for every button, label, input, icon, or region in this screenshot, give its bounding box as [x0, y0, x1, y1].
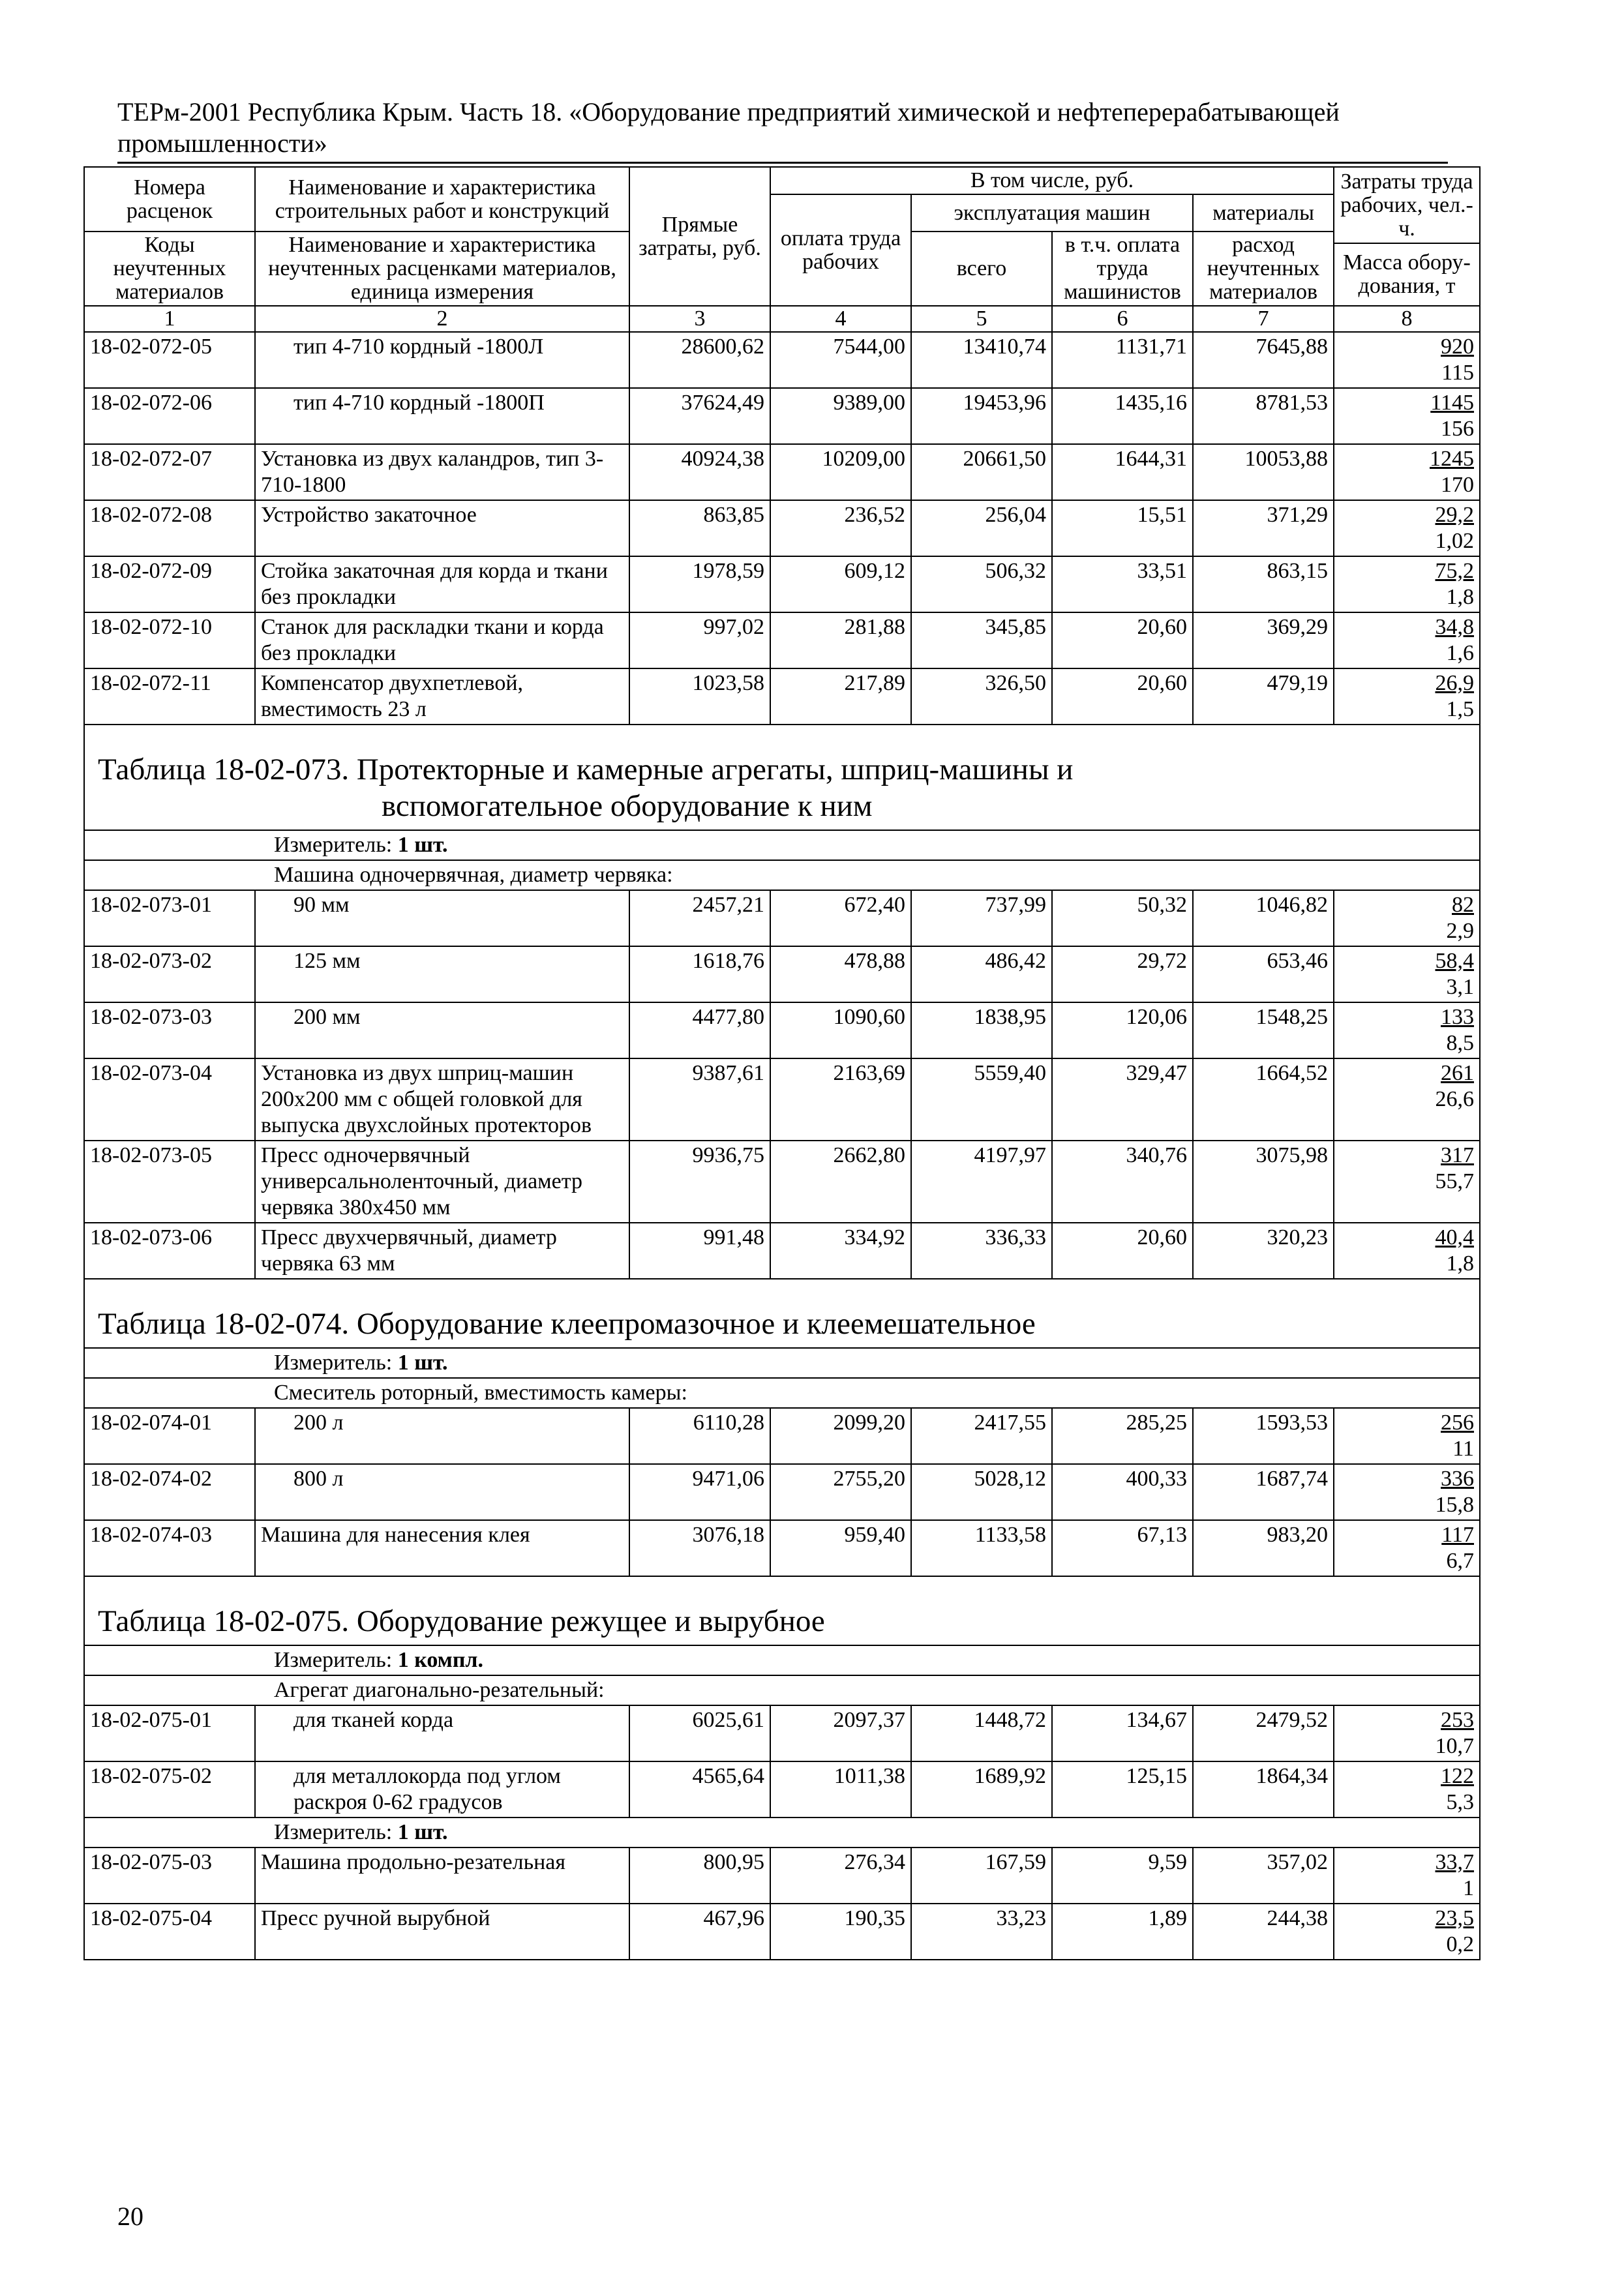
worker-wage: 236,52 [770, 500, 911, 556]
labor-mass-cell [1334, 1520, 1480, 1576]
rates-table [83, 166, 1481, 1960]
col3-header: Прямые затраты, руб. [629, 167, 770, 306]
labor-hours: 33,7 [1435, 1850, 1474, 1874]
rate-code: 18-02-072-11 [84, 668, 255, 725]
machine-cost: 345,85 [911, 612, 1052, 668]
materials-cost: 369,29 [1193, 612, 1334, 668]
labor-hours: 117 [1441, 1523, 1474, 1547]
measure-value: 1 шт. [397, 1820, 448, 1844]
table-row [84, 1223, 1480, 1279]
operator-wage: 20,60 [1052, 1223, 1193, 1279]
rate-code: 18-02-072-10 [84, 612, 255, 668]
table-row [84, 1141, 1480, 1223]
table-row [84, 1408, 1480, 1464]
direct-cost: 997,02 [629, 612, 770, 668]
operator-wage: 50,32 [1052, 890, 1193, 946]
worker-wage: 478,88 [770, 946, 911, 1002]
materials-cost: 8781,53 [1193, 388, 1334, 444]
operator-wage: 20,60 [1052, 668, 1193, 725]
page-number: 20 [117, 2202, 143, 2231]
col5-header: всего [911, 232, 1052, 306]
work-name: тип 4-710 кордный -1800Л [255, 332, 629, 388]
equipment-mass: 3,1 [1446, 975, 1474, 999]
rate-code: 18-02-073-05 [84, 1141, 255, 1223]
labor-hours: 1145 [1430, 391, 1474, 415]
worker-wage: 1090,60 [770, 1002, 911, 1058]
materials-cost: 320,23 [1193, 1223, 1334, 1279]
direct-cost: 40924,38 [629, 444, 770, 500]
table-title-line1: Таблица 18-02-075. Оборудование режущее и вырубное [98, 1604, 825, 1638]
subheading-row [84, 860, 1480, 890]
equipment-mass: 55,7 [1435, 1169, 1474, 1193]
work-name: Компенсатор двухпетлевой, вместимость 23 л [255, 668, 629, 725]
labor-mass-cell [1334, 612, 1480, 668]
equipment-mass: 10,7 [1435, 1734, 1474, 1758]
work-name: 800 л [255, 1464, 629, 1520]
machine-cost: 4197,97 [911, 1141, 1052, 1223]
operator-wage: 125,15 [1052, 1761, 1193, 1818]
machine-cost: 737,99 [911, 890, 1052, 946]
rate-code: 18-02-074-03 [84, 1520, 255, 1576]
work-name: Машина для нанесения клея [255, 1520, 629, 1576]
col8-top-header: Затраты труда рабочих, чел.-ч. [1334, 167, 1480, 243]
table-row [84, 890, 1480, 946]
direct-cost: 991,48 [629, 1223, 770, 1279]
direct-cost: 9387,61 [629, 1058, 770, 1141]
rate-code: 18-02-073-02 [84, 946, 255, 1002]
work-name: тип 4-710 кордный -1800П [255, 388, 629, 444]
equipment-mass: 156 [1441, 417, 1474, 441]
operator-wage: 9,59 [1052, 1848, 1193, 1904]
labor-hours: 40,4 [1435, 1225, 1474, 1249]
rate-code: 18-02-072-09 [84, 556, 255, 612]
rate-code: 18-02-072-06 [84, 388, 255, 444]
table-row [84, 946, 1480, 1002]
table-title [84, 1576, 1480, 1645]
labor-hours: 29,2 [1435, 503, 1474, 527]
operator-wage: 67,13 [1052, 1520, 1193, 1576]
subheading-row [84, 1378, 1480, 1408]
direct-cost: 6110,28 [629, 1408, 770, 1464]
labor-mass-cell [1334, 556, 1480, 612]
work-name: 200 л [255, 1408, 629, 1464]
worker-wage: 7544,00 [770, 332, 911, 388]
header-title-line1: ТЕРм-2001 Республика Крым. Часть 18. «Оборудование предприятий химической и нефтеперерабатывающей [117, 97, 1340, 127]
measure-value: 1 шт. [397, 833, 448, 857]
machine-cost: 13410,74 [911, 332, 1052, 388]
operator-wage: 1131,71 [1052, 332, 1193, 388]
header-title-line2: промышленности» [117, 128, 327, 158]
labor-mass-cell [1334, 1904, 1480, 1960]
materials-cost: 371,29 [1193, 500, 1334, 556]
col-number: 3 [629, 306, 770, 332]
direct-cost: 9471,06 [629, 1464, 770, 1520]
machine-cost: 5559,40 [911, 1058, 1052, 1141]
measure-label: Измеритель: [274, 833, 393, 857]
materials-cost: 1864,34 [1193, 1761, 1334, 1818]
labor-mass-cell [1334, 1408, 1480, 1464]
worker-wage: 10209,00 [770, 444, 911, 500]
measure-row [84, 1645, 1480, 1675]
operator-wage: 120,06 [1052, 1002, 1193, 1058]
machine-cost: 1133,58 [911, 1520, 1052, 1576]
labor-mass-cell [1334, 668, 1480, 725]
direct-cost: 37624,49 [629, 388, 770, 444]
direct-cost: 1023,58 [629, 668, 770, 725]
work-name: Пресс ручной вырубной [255, 1904, 629, 1960]
col-number: 8 [1334, 306, 1480, 332]
direct-cost: 1978,59 [629, 556, 770, 612]
work-name: Установка из двух каландров, тип 3-710-1800 [255, 444, 629, 500]
work-name: для тканей корда [255, 1705, 629, 1761]
direct-cost: 4477,80 [629, 1002, 770, 1058]
equipment-mass: 15,8 [1435, 1493, 1474, 1517]
operator-wage: 400,33 [1052, 1464, 1193, 1520]
page-header [117, 97, 1461, 159]
measure-label: Измеритель: [274, 1351, 393, 1375]
operator-wage: 33,51 [1052, 556, 1193, 612]
operator-wage: 1435,16 [1052, 388, 1193, 444]
materials-cost: 1548,25 [1193, 1002, 1334, 1058]
table-row [84, 1705, 1480, 1761]
machine-cost: 33,23 [911, 1904, 1052, 1960]
materials-cost: 2479,52 [1193, 1705, 1334, 1761]
col1-top-header: Номера расценок [84, 167, 255, 232]
col-number: 2 [255, 306, 629, 332]
direct-cost: 4565,64 [629, 1761, 770, 1818]
worker-wage: 2099,20 [770, 1408, 911, 1464]
machine-cost: 1448,72 [911, 1705, 1052, 1761]
labor-hours: 336 [1441, 1467, 1474, 1491]
machine-cost: 256,04 [911, 500, 1052, 556]
materials-cost: 1046,82 [1193, 890, 1334, 946]
col-number: 7 [1193, 306, 1334, 332]
table-title-row [84, 1576, 1480, 1645]
equipment-mass: 0,2 [1446, 1932, 1474, 1956]
machine-cost: 326,50 [911, 668, 1052, 725]
equipment-mass: 1 [1463, 1876, 1474, 1900]
materials-cost: 7645,88 [1193, 332, 1334, 388]
measure-unit [84, 1645, 1480, 1675]
work-name: Станок для раскладки ткани и корда без прокладки [255, 612, 629, 668]
col4-header: оплата труда рабочих [770, 194, 911, 306]
labor-hours: 23,5 [1435, 1906, 1474, 1930]
operator-wage: 15,51 [1052, 500, 1193, 556]
labor-hours: 256 [1441, 1411, 1474, 1435]
worker-wage: 2163,69 [770, 1058, 911, 1141]
table-row [84, 1761, 1480, 1818]
col7-header: расход неучтенных материалов [1193, 232, 1334, 306]
table-row [84, 1520, 1480, 1576]
subheading-row [84, 1675, 1480, 1705]
rate-code: 18-02-075-02 [84, 1761, 255, 1818]
operator-wage: 340,76 [1052, 1141, 1193, 1223]
worker-wage: 190,35 [770, 1904, 911, 1960]
materials-cost: 1593,53 [1193, 1408, 1334, 1464]
header-rule [117, 162, 1448, 164]
table-title-row [84, 725, 1480, 830]
subheading: Смеситель роторный, вместимость камеры: [84, 1378, 1480, 1408]
materials-cost: 983,20 [1193, 1520, 1334, 1576]
machine-cost: 1689,92 [911, 1761, 1052, 1818]
labor-hours: 133 [1441, 1005, 1474, 1029]
work-name: Машина продольно-резательная [255, 1848, 629, 1904]
machine-cost: 336,33 [911, 1223, 1052, 1279]
measure-unit [84, 1818, 1480, 1848]
measure-label: Измеритель: [274, 1648, 393, 1672]
labor-mass-cell [1334, 444, 1480, 500]
operator-wage: 134,67 [1052, 1705, 1193, 1761]
labor-hours: 26,9 [1435, 671, 1474, 695]
operator-wage: 20,60 [1052, 612, 1193, 668]
labor-mass-cell [1334, 1761, 1480, 1818]
table-row [84, 612, 1480, 668]
machine-cost: 5028,12 [911, 1464, 1052, 1520]
labor-mass-cell [1334, 500, 1480, 556]
equipment-mass: 11 [1452, 1437, 1474, 1461]
work-name: для металлокорда под углом раскроя 0-62 градусов [255, 1761, 629, 1818]
col-number: 5 [911, 306, 1052, 332]
labor-mass-cell [1334, 1141, 1480, 1223]
machine-cost: 1838,95 [911, 1002, 1052, 1058]
table-row [84, 388, 1480, 444]
machine-cost: 19453,96 [911, 388, 1052, 444]
worker-wage: 959,40 [770, 1520, 911, 1576]
table-row [84, 444, 1480, 500]
labor-hours: 82 [1452, 893, 1474, 917]
worker-wage: 672,40 [770, 890, 911, 946]
labor-hours: 317 [1441, 1143, 1474, 1167]
exploit-header: эксплуатация машин [911, 194, 1193, 232]
col-number: 4 [770, 306, 911, 332]
labor-mass-cell [1334, 388, 1480, 444]
rate-code: 18-02-073-03 [84, 1002, 255, 1058]
table-title [84, 1279, 1480, 1348]
equipment-mass: 8,5 [1446, 1031, 1474, 1055]
measure-value: 1 компл. [397, 1648, 484, 1672]
rate-code: 18-02-073-01 [84, 890, 255, 946]
col-number: 6 [1052, 306, 1193, 332]
direct-cost: 9936,75 [629, 1141, 770, 1223]
table-title-line1: Таблица 18-02-073. Протекторные и камерные агрегаты, шприц-машины и [98, 753, 1074, 786]
machine-cost: 20661,50 [911, 444, 1052, 500]
table-title-line2: вспомогательное оборудование к ним [382, 789, 873, 823]
materials-cost: 863,15 [1193, 556, 1334, 612]
work-name: Стойка закаточная для корда и ткани без прокладки [255, 556, 629, 612]
table-row [84, 1848, 1480, 1904]
rate-code: 18-02-075-01 [84, 1705, 255, 1761]
labor-mass-cell [1334, 1223, 1480, 1279]
labor-mass-cell [1334, 1002, 1480, 1058]
worker-wage: 334,92 [770, 1223, 911, 1279]
rate-code: 18-02-074-02 [84, 1464, 255, 1520]
operator-wage: 1,89 [1052, 1904, 1193, 1960]
materials-cost: 1664,52 [1193, 1058, 1334, 1141]
table-title [84, 725, 1480, 830]
header-row-1 [84, 167, 1480, 194]
labor-hours: 920 [1441, 335, 1474, 359]
operator-wage: 1644,31 [1052, 444, 1193, 500]
equipment-mass: 2,9 [1446, 919, 1474, 943]
work-name: Пресс одночервячный универсальноленточный, диаметр червяка 380х450 мм [255, 1141, 629, 1223]
labor-hours: 122 [1441, 1764, 1474, 1788]
col2-bottom-header: Наименование и характеристика неучтенных расценками материалов, единица измерения [255, 232, 629, 306]
measure-unit [84, 830, 1480, 860]
machine-cost: 506,32 [911, 556, 1052, 612]
table-title-row [84, 1279, 1480, 1348]
equipment-mass: 26,6 [1435, 1087, 1474, 1111]
measure-unit [84, 1348, 1480, 1378]
rate-code: 18-02-075-03 [84, 1848, 255, 1904]
direct-cost: 800,95 [629, 1848, 770, 1904]
materials-cost: 1687,74 [1193, 1464, 1334, 1520]
work-name: 200 мм [255, 1002, 629, 1058]
equipment-mass: 6,7 [1446, 1549, 1474, 1573]
table-row [84, 1904, 1480, 1960]
col-number: 1 [84, 306, 255, 332]
operator-wage: 329,47 [1052, 1058, 1193, 1141]
rate-code: 18-02-075-04 [84, 1904, 255, 1960]
materials-cost: 244,38 [1193, 1904, 1334, 1960]
labor-mass-cell [1334, 1848, 1480, 1904]
rate-code: 18-02-073-04 [84, 1058, 255, 1141]
equipment-mass: 170 [1441, 473, 1474, 497]
table-row [84, 332, 1480, 388]
machine-cost: 486,42 [911, 946, 1052, 1002]
table-body [84, 167, 1480, 1960]
rate-code: 18-02-072-08 [84, 500, 255, 556]
worker-wage: 281,88 [770, 612, 911, 668]
labor-mass-cell [1334, 1464, 1480, 1520]
work-name: 90 мм [255, 890, 629, 946]
labor-mass-cell [1334, 1058, 1480, 1141]
work-name: 125 мм [255, 946, 629, 1002]
rate-code: 18-02-073-06 [84, 1223, 255, 1279]
table-row [84, 500, 1480, 556]
labor-mass-cell [1334, 332, 1480, 388]
worker-wage: 609,12 [770, 556, 911, 612]
machine-cost: 167,59 [911, 1848, 1052, 1904]
worker-wage: 9389,00 [770, 388, 911, 444]
worker-wage: 1011,38 [770, 1761, 911, 1818]
table-row [84, 668, 1480, 725]
labor-hours: 261 [1441, 1061, 1474, 1085]
table-row [84, 1464, 1480, 1520]
labor-mass-cell [1334, 946, 1480, 1002]
equipment-mass: 1,8 [1446, 1251, 1474, 1276]
labor-hours: 253 [1441, 1708, 1474, 1732]
measure-label: Измеритель: [274, 1820, 393, 1844]
rate-code: 18-02-072-05 [84, 332, 255, 388]
equipment-mass: 1,8 [1446, 585, 1474, 609]
subheading: Агрегат диагонально-резательный: [84, 1675, 1480, 1705]
table-row [84, 556, 1480, 612]
direct-cost: 6025,61 [629, 1705, 770, 1761]
measure-value: 1 шт. [397, 1351, 448, 1375]
labor-mass-cell [1334, 890, 1480, 946]
col6-header: в т.ч. оплата труда машинистов [1052, 232, 1193, 306]
worker-wage: 2755,20 [770, 1464, 911, 1520]
measure-row [84, 1818, 1480, 1848]
direct-cost: 28600,62 [629, 332, 770, 388]
labor-hours: 34,8 [1435, 615, 1474, 639]
col8-bottom-header: Масса обору-дования, т [1334, 243, 1480, 306]
measure-row [84, 830, 1480, 860]
operator-wage: 285,25 [1052, 1408, 1193, 1464]
equipment-mass: 115 [1441, 361, 1474, 385]
measure-row [84, 1348, 1480, 1378]
equipment-mass: 5,3 [1446, 1790, 1474, 1814]
subheading: Машина одночервячная, диаметр червяка: [84, 860, 1480, 890]
direct-cost: 467,96 [629, 1904, 770, 1960]
labor-hours: 58,4 [1435, 949, 1474, 973]
direct-cost: 2457,21 [629, 890, 770, 946]
worker-wage: 276,34 [770, 1848, 911, 1904]
equipment-mass: 1,6 [1446, 641, 1474, 665]
materials-cost: 3075,98 [1193, 1141, 1334, 1223]
labor-hours: 75,2 [1435, 559, 1474, 583]
table-title-line1: Таблица 18-02-074. Оборудование клеепромазочное и клеемешательное [98, 1307, 1036, 1341]
direct-cost: 863,85 [629, 500, 770, 556]
worker-wage: 2097,37 [770, 1705, 911, 1761]
materials-cost: 10053,88 [1193, 444, 1334, 500]
work-name: Пресс двухчервячный, диаметр червяка 63 мм [255, 1223, 629, 1279]
column-number-row [84, 306, 1480, 332]
materials-header: материалы [1193, 194, 1334, 232]
table-row [84, 1002, 1480, 1058]
direct-cost: 3076,18 [629, 1520, 770, 1576]
machine-cost: 2417,55 [911, 1408, 1052, 1464]
rate-code: 18-02-074-01 [84, 1408, 255, 1464]
equipment-mass: 1,02 [1435, 529, 1474, 553]
work-name: Устройство закаточное [255, 500, 629, 556]
materials-cost: 653,46 [1193, 946, 1334, 1002]
table-row [84, 1058, 1480, 1141]
equipment-mass: 1,5 [1446, 697, 1474, 721]
worker-wage: 217,89 [770, 668, 911, 725]
labor-mass-cell [1334, 1705, 1480, 1761]
incl-header: В том числе, руб. [770, 167, 1334, 194]
operator-wage: 29,72 [1052, 946, 1193, 1002]
col2-top-header: Наименование и характеристика строительных работ и конструкций [255, 167, 629, 232]
materials-cost: 479,19 [1193, 668, 1334, 725]
rate-code: 18-02-072-07 [84, 444, 255, 500]
labor-hours: 1245 [1430, 447, 1474, 471]
direct-cost: 1618,76 [629, 946, 770, 1002]
materials-cost: 357,02 [1193, 1848, 1334, 1904]
col1-bottom-header: Коды неучтенных материалов [84, 232, 255, 306]
worker-wage: 2662,80 [770, 1141, 911, 1223]
work-name: Установка из двух шприц-машин 200х200 мм с общей головкой для выпуска двухслойных протекторов [255, 1058, 629, 1141]
